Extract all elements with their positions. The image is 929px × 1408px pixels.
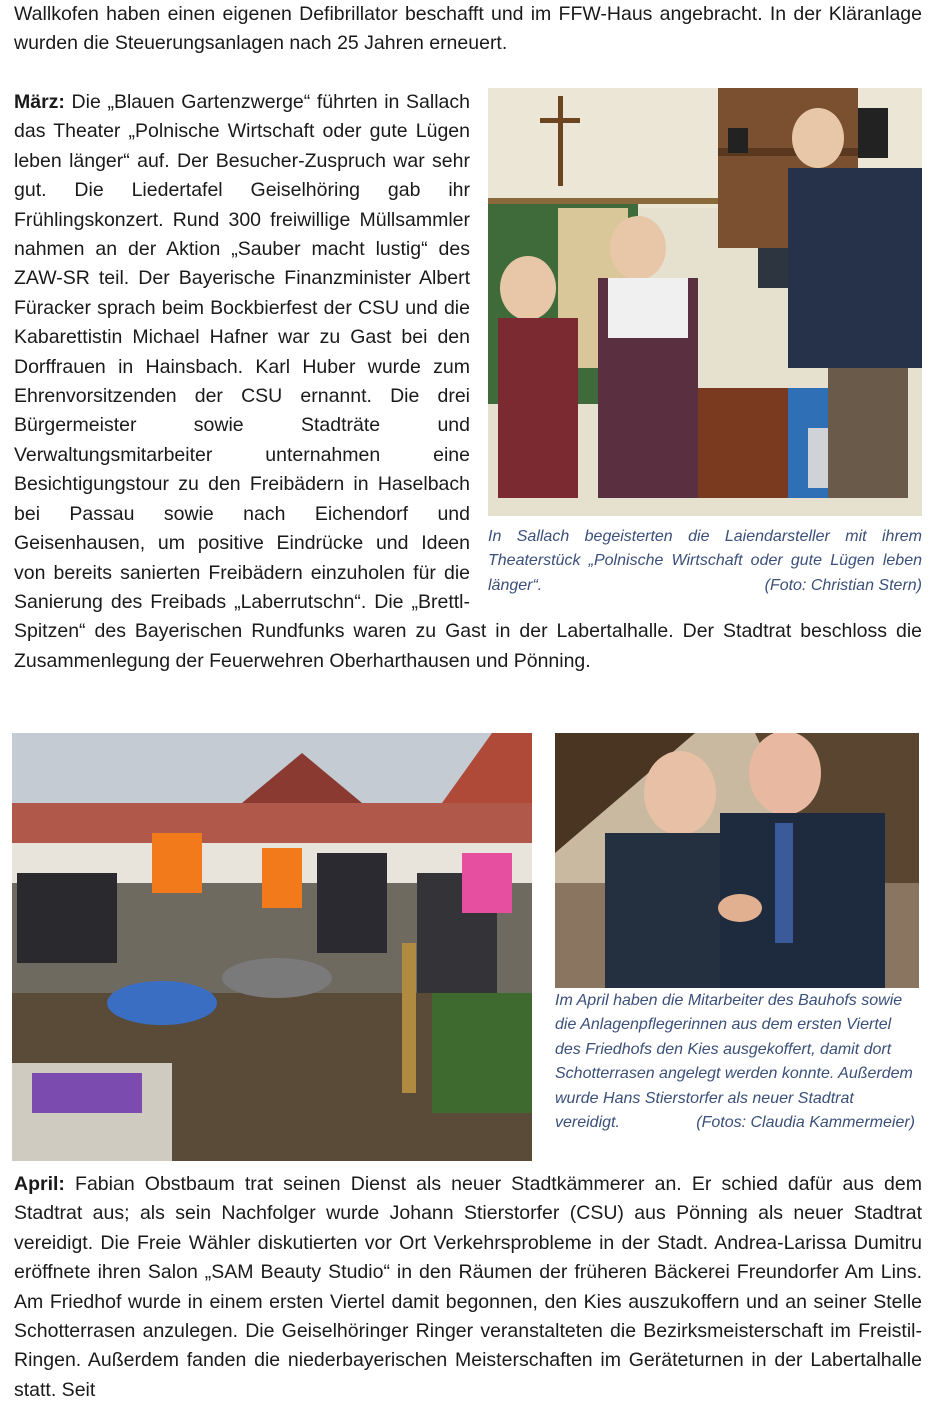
april-paragraph (14, 1170, 922, 1405)
theater-caption (488, 525, 922, 598)
cemetery-photo (12, 733, 532, 1161)
maerz-section (14, 88, 922, 676)
april-photos-caption-text: Im April haben die Mitarbeiter des Bauhofs sowie die Anlagenpflegerinnen aus dem ersten Viertel des Friedhofs den Kies ausgekoffert, damit dort Schotterrasen angelegt werden konnte. Außerdem wurde Hans Stierstorfer als neuer Stadtrat vereidigt. (555, 992, 913, 1132)
intro-text: Wallkofen haben einen eigenen Defibrillator beschafft und im FFW-Haus angebracht. In der Kläranlage wurden die Steuerungsanlagen nach 25 Jahren erneuert. (14, 3, 922, 55)
theater-photo (488, 88, 922, 516)
theater-caption-text: In Sallach begeisterten die Laiendarsteller mit ihrem Theaterstück „Polnische Wirtschaft oder gute Lügen leben länger“. (488, 528, 922, 594)
april-photos-caption (555, 989, 915, 1135)
april-photos-credit: (Fotos: Claudia Kammermeier) (696, 1114, 915, 1132)
handshake-photo (555, 733, 919, 988)
april-label: April: (14, 1173, 65, 1195)
april-text: Fabian Obstbaum trat seinen Dienst als neuer Stadtkämmerer an. Er schied dafür aus dem Stadtrat aus; als sein Nachfolger wurde Johann Stierstorfer (CSU) aus Pönning als neuer Stadtrat vereidigt. Die Freie Wähler diskutierten vor Ort Verkehrsprobleme in der Stadt. Andrea-Larissa Dumitru eröffnete ihren Salon „SAM Beauty Studio“ in den Räumen der früheren Bäckerei Freundorfer Am Lins. Am Friedhof wurde in einem ersten Viertel damit begonnen, den Kies auszukoffern und an seiner Stelle Schotterrasen anzulegen. Die Geiselhöringer Ringer veranstalteten die Bezirksmeisterschaft im Freistil-Ringen. Außerdem fanden die niederbayerischen Meisterschaften im Geräteturnen in der Labertalhalle statt. Seit (14, 1173, 922, 1401)
maerz-text: Die „Blauen Gartenzwerge“ führten in Sallach das Theater „Polnische Wirtschaft oder gute Lügen leben länger“ auf. Der Besucher-Zuspruch war sehr gut. Die Liedertafel Geiselhöring gab ihr Frühlingskonzert. Rund 300 freiwillige Müllsammler nahmen an der Aktion „Sauber macht lustig“ des ZAW-SR teil. Der Bayerische Finanzminister Albert Füracker sprach beim Bockbierfest der CSU und die Kabarettistin Michael Hafner war zu Gast bei den Dorffrauen in Hainsbach. Karl Huber wurde zum Ehrenvorsitzenden der CSU ernannt. Die drei Bürgermeister sowie Stadträte und Verwaltungsmitarbeiter unternahmen eine Besichtigungstour zu den Freibädern in Haselbach bei Passau sowie nach Eichendorf und Geisenhausen, um positive Eindrücke und Ideen von bereits sanierten Freibädern einzuholen für die Sanierung des Freibads „Laberrutschn“. Die „Brettl-Spitzen“ des Bayerischen Rundfunks waren zu Gast in der Labertalhalle. Der Stadtrat beschloss die Zusammenlegung der Feuerwehren Oberharthausen und Pönning. (14, 91, 922, 672)
intro-paragraph (14, 0, 922, 59)
theater-photo-credit: (Foto: Christian Stern) (764, 576, 922, 594)
maerz-label: März: (14, 91, 65, 113)
theater-figure (488, 88, 922, 598)
